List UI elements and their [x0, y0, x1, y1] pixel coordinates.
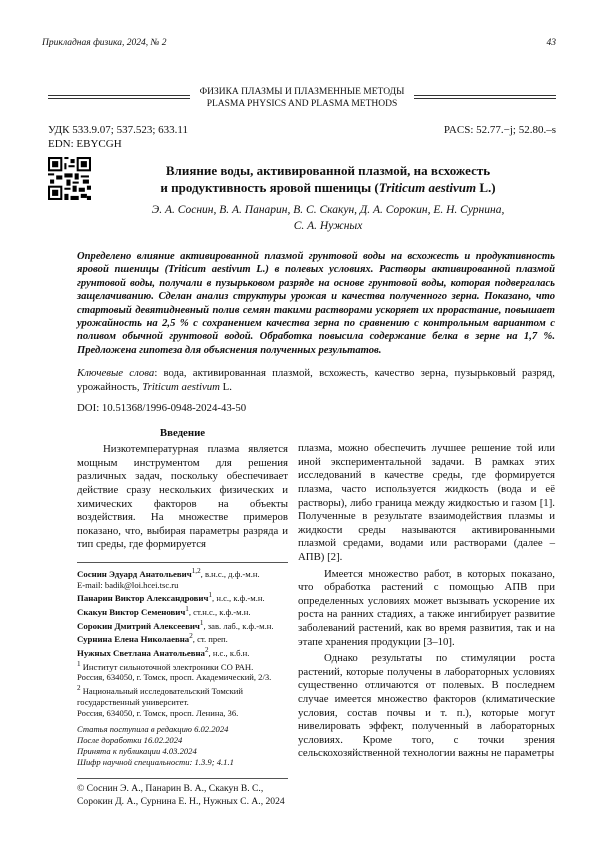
author-info — [77, 566, 288, 718]
paragraph: Имеется множество работ, в которых показано, что обработка растений с помощью АПВ при определенных условиях может вызывать ускорение их роста на ранних стадиях, а также ингибирует развитие заболеваний растений, как во время развития, так и на этапе хранения продукции [3–10]. — [298, 568, 555, 650]
title-block — [91, 157, 556, 234]
doi[interactable]: DOI: 10.51368/1996-0948-2024-43-50 — [77, 402, 556, 414]
udk-edn — [48, 123, 188, 151]
specialty-code: Шифр научной специальности: 1.3.9; 4.1.1 — [77, 757, 288, 768]
affiliation: Россия, 634050, г. Томск, просп. Ленина, 36. — [77, 708, 288, 719]
section-en: PLASMA PHYSICS AND PLASMA METHODS — [200, 98, 405, 110]
paragraph: плазма, можно обеспечить лучшее решение той или иной экспериментальной задачи. В рамках этих исследований в качестве среды, где формируется плазма, часто используется жидкость (вода и её растворы), либо граница между жидкостью и газом [1]. Полученные в результате взаимодействия плазмы и жидкости среды называются активированными плазмой средами, водами или растворами (далее – АПВ) [2]. — [298, 442, 555, 564]
affiliation — [77, 683, 288, 707]
author-sup: 2 — [189, 632, 193, 640]
title-end: L.) — [476, 180, 496, 195]
author-degree: , н.с., к.ф.-м.н. — [212, 593, 265, 603]
keywords-text: : вода, активированная плазмой, всхожесть, качество зерна, пузырьковый разряд, урожайность, — [77, 367, 555, 393]
author-email[interactable]: E-mail: badik@loi.hcei.tsc.ru — [77, 580, 288, 591]
intro-right-column — [298, 442, 555, 761]
affiliation-sup: 2 — [77, 684, 81, 692]
abstract: Определено влияние активированной плазмой грунтовой воды на всхожесть и продуктивность яровой пшеницы (Triticum aestivum L.) в полевых условиях. Растворы активированной плазмой грунтовой воды, получали в пузырьковом разряде на основе грунтовой воды, которая подвергалась защелачиванию. Сделан анализ структуры урожая и качества полученного зерна. Показано, что стартовый девятидневный полив семян такими растворами ускоряет их прорастание, повышает урожайность на 2,5 % с сохранением качества зерна по сравнению с контрольным вариантом с поливом обычной грунтовой водой. Обработка повысила содержание белка в зерне на 1,7 %. Предложена гипотеза для объяснения полученных результатов. — [77, 250, 555, 357]
author-degree: , в.н.с., д.ф.-м.н. — [201, 569, 260, 579]
author-info-row — [77, 590, 288, 604]
title-line-1: Влияние воды, активированной плазмой, на всхожесть — [100, 162, 556, 179]
author-name: Сорокин Дмитрий Алексеевич — [77, 621, 200, 631]
affiliation-text: Национальный исследовательский Томский государственный университет. — [77, 686, 243, 707]
running-header-row — [42, 38, 556, 48]
author-degree: , н.с., к.б.н. — [209, 648, 250, 658]
left-column — [77, 426, 288, 807]
author-info-row — [77, 566, 288, 580]
pacs: PACS: 52.77.−j; 52.80.–s — [444, 123, 556, 151]
title-line-2 — [100, 179, 556, 196]
intro-left-column — [77, 443, 288, 552]
author-sup: 1 — [200, 619, 204, 627]
author-degree: , зав. лаб., к.ф.-м.н. — [203, 621, 273, 631]
qr-code-icon[interactable] — [48, 157, 91, 200]
author-name: Нужных Светлана Анатольевна — [77, 648, 205, 658]
section-heading — [48, 86, 556, 110]
paragraph: Однако результаты по стимуляции роста растений, которые получены в лабораторных условиях существенно отличаются от полевых. В последнем случае имеется множество факторов (климатические условия, состав почвы и т. п.), которые могут нивелировать эффект, полученный в лабораторных условиях. Кроме того, с точки зрения сельскохозяйственной технологии важны не параметры — [298, 652, 555, 761]
title-text: и продуктивность яровой пшеницы ( — [160, 180, 378, 195]
article-dates — [77, 724, 288, 767]
authors-line-2: С. А. Нужных — [100, 218, 556, 234]
section-text — [194, 86, 411, 110]
footnote-divider — [77, 562, 288, 563]
page-number: 43 — [547, 38, 557, 48]
classification — [48, 123, 556, 151]
author-name: Сурнина Елена Николаевна — [77, 634, 189, 644]
author-degree: , ст. преп. — [193, 634, 228, 644]
authors-line-1: Э. А. Соснин, В. А. Панарин, В. С. Скакун, Д. А. Сорокин, Е. Н. Сурнина, — [100, 202, 556, 218]
section-ru: ФИЗИКА ПЛАЗМЫ И ПЛАЗМЕННЫЕ МЕТОДЫ — [200, 86, 405, 98]
paragraph: Низкотемпературная плазма является мощным инструментом для решения различных задач, поскольку обеспечивает действие сразу нескольких физических и химических факторов на объекты воздействия. На множестве примеров показано, что, выбирая параметры разряда и тип среды, где формируется — [77, 443, 288, 552]
author-name: Панарин Виктор Александрович — [77, 593, 208, 603]
keywords-label: Ключевые слова — [77, 367, 154, 379]
double-rule-right — [414, 95, 556, 99]
affiliation-text: Институт сильноточной электроники СО РАН. — [81, 662, 254, 672]
affiliation — [77, 659, 288, 673]
udk: УДК 533.9.07; 537.523; 633.11 — [48, 123, 188, 137]
double-rule-left — [48, 95, 190, 99]
author-sup: 1,2 — [192, 567, 201, 575]
author-sup: 1 — [208, 591, 212, 599]
date-received: Статья поступила в редакцию 6.02.2024 — [77, 724, 288, 735]
keywords-latin: Triticum aestivum — [142, 381, 220, 393]
keywords-end: L. — [220, 381, 232, 393]
body-columns — [77, 426, 555, 807]
date-revised: После доработки 16.02.2024 — [77, 735, 288, 746]
author-list — [100, 202, 556, 234]
date-accepted: Принята к публикации 4.03.2024 — [77, 746, 288, 757]
keywords — [77, 367, 555, 394]
author-name: Соснин Эдуард Анатольевич — [77, 569, 192, 579]
author-sup: 2 — [205, 646, 209, 654]
author-name: Скакун Виктор Семенович — [77, 607, 185, 617]
author-info-row — [77, 604, 288, 618]
title-row — [48, 157, 556, 234]
author-info-row — [77, 631, 288, 645]
author-info-row — [77, 645, 288, 659]
running-header: Прикладная физика, 2024, № 2 — [42, 38, 167, 48]
affiliation-sup: 1 — [77, 660, 81, 668]
author-sup: 1 — [185, 605, 189, 613]
article-title — [100, 162, 556, 196]
author-degree: , ст.н.с., к.ф.-м.н. — [189, 607, 251, 617]
copyright-divider — [77, 778, 288, 779]
edn: EDN: EBYCGH — [48, 137, 188, 151]
copyright: © Соснин Э. А., Панарин В. А., Скакун В. С., Сорокин Д. А., Сурнина Е. Н., Нужных С. А., 2024 — [77, 782, 288, 808]
intro-heading: Введение — [77, 426, 288, 440]
affiliation: Россия, 634050, г. Томск, просп. Академический, 2/3. — [77, 672, 288, 683]
title-latin: Triticum aestivum — [379, 180, 476, 195]
author-info-row — [77, 618, 288, 632]
page — [0, 0, 600, 828]
